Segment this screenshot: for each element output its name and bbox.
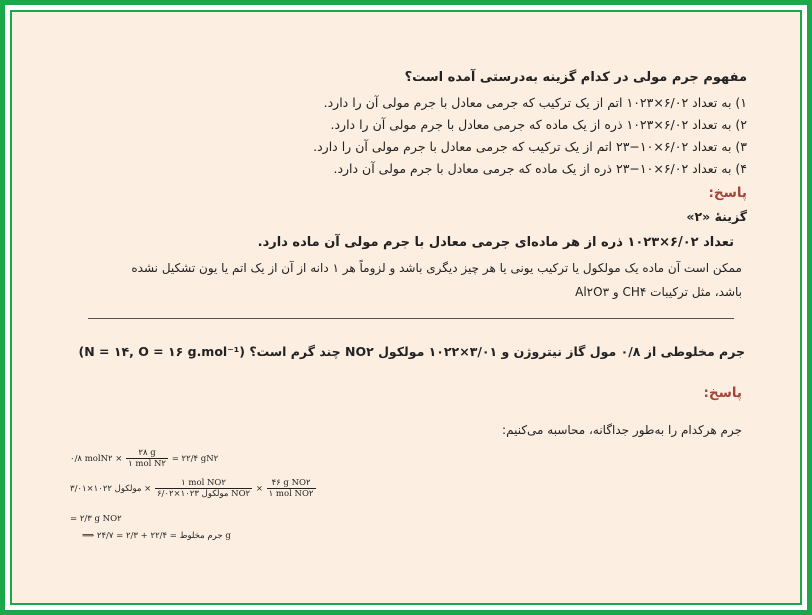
question1-title: مفهوم جرم مولی در کدام گزینه به‌درستی آمده است؟ bbox=[404, 70, 747, 85]
eq1-prefix: ۰/۸ molN۲ × bbox=[70, 454, 123, 464]
eq2-frac1-numerator: ۱ mol NO۲ bbox=[155, 478, 252, 489]
separator-line bbox=[88, 318, 734, 319]
eq1-numerator: ۲۸ g bbox=[126, 448, 168, 459]
eq1-denominator: ۱ mol N۲ bbox=[128, 459, 166, 469]
question1-option-3: ۳) به تعداد ۶/۰۲×۱۰−۲۳ اتم از یک ترکیب که جرمی معادل با جرم مولی آن را دارد. bbox=[313, 139, 747, 154]
eq2-fraction-1 bbox=[155, 478, 252, 499]
eq2-frac1-denominator: ۶/۰۲×۱۰۲۳ مولکول NO۲ bbox=[156, 489, 251, 499]
calculation-intro: جرم هرکدام را به‌طور جداگانه، محاسبه می‌کنیم: bbox=[502, 423, 742, 437]
correct-choice: گزینهٔ «۲» bbox=[686, 209, 747, 224]
question2-title: جرم مخلوطی از ۰/۸ مول گاز نیتروژن و ۳/۰۱×۱۰۲۲ مولکول NO۲ چند گرم است؟ (N = ۱۴, O = ۱۶ g.mol⁻¹) bbox=[78, 344, 745, 359]
equation-nitrogen-mass bbox=[70, 448, 218, 469]
eq2-frac2-denominator: ۱ mol NO۲ bbox=[268, 489, 314, 499]
question1-option-1: ۱) به تعداد ۶/۰۲×۱۰۲۳ اتم از یک ترکیب که جرمی معادل با جرم مولی آن را دارد. bbox=[323, 95, 747, 110]
answer-label-2: پاسخ: bbox=[703, 385, 742, 401]
question1-option-2: ۲) به تعداد ۶/۰۲×۱۰۲۳ ذره از یک ماده که جرمی معادل با جرم مولی آن را دارد. bbox=[330, 117, 747, 132]
explanation-line-2: باشد، مثل ترکیبات CH۴ و Al۲O۳ bbox=[575, 285, 742, 299]
eq1-result: = ۲۲/۴ gN۲ bbox=[171, 454, 219, 464]
eq2-frac2-numerator: ۴۶ g NO۲ bbox=[267, 478, 316, 489]
main-statement: تعداد ۶/۰۲×۱۰۲۳ ذره از هر ماده‌ای جرمی معادل با جرم مولی آن ماده دارد. bbox=[257, 235, 734, 250]
eq1-fraction bbox=[126, 448, 168, 469]
explanation-line-1: ممکن است آن ماده یک مولکول یا ترکیب یونی یا هر چیز دیگری باشد و لزوماً هر ۱ دانه از آن از یک اتم یا یون تشکیل نشده bbox=[131, 261, 742, 275]
eq2-fraction-2 bbox=[267, 478, 316, 499]
equation-no2-mass: ۳/۰۱×۱۰۲۲ مولکول × $\frac{\text{۱ mol NO۲}}{\text{۶/۰۲×۱۰۲۳ مولکول NO۲}}$ × $\frac{\text{۴۶ g NO۲}}{\text{۱ mol NO۲}}$ bbox=[70, 478, 314, 499]
question1-option-4: ۴) به تعداد ۶/۰۲×۱۰−۲۳ ذره از یک ماده که جرمی معادل با جرم مولی آن دارد. bbox=[333, 161, 747, 176]
eq2-prefix: ۳/۰۱×۱۰۲۲ مولکول × bbox=[70, 484, 152, 494]
answer-label-1: پاسخ: bbox=[708, 185, 747, 201]
equation-no2-result: = ۲/۳ g NO۲ bbox=[70, 514, 122, 524]
equation-total-mass: ⟹ جرم مخلوط = ۲۲/۴ + ۲/۳ = ۲۴/۷ g bbox=[82, 531, 231, 541]
